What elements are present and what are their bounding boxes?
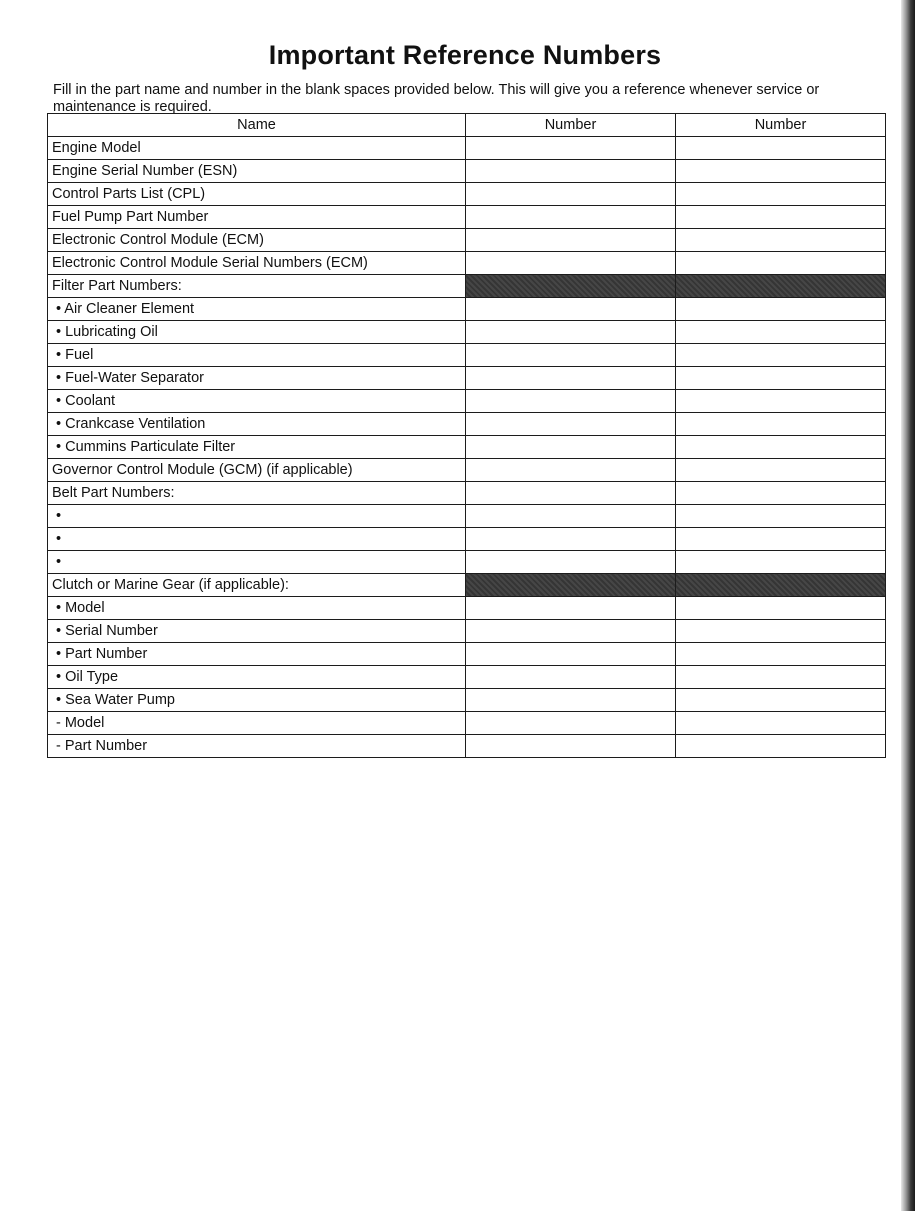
header-number-1: Number	[466, 114, 676, 137]
number-field-2[interactable]	[676, 390, 886, 413]
number-field-2[interactable]	[676, 367, 886, 390]
number-field-2[interactable]	[676, 436, 886, 459]
page-edge-shadow	[901, 0, 915, 1211]
number-field-1[interactable]	[466, 390, 676, 413]
table-row	[48, 597, 886, 620]
table-row	[48, 643, 886, 666]
table-row	[48, 275, 886, 298]
number-field-2[interactable]	[676, 643, 886, 666]
table-row	[48, 137, 886, 160]
table-row	[48, 735, 886, 758]
number-field-1[interactable]	[466, 413, 676, 436]
number-field-1[interactable]	[466, 551, 676, 574]
row-name: • Lubricating Oil	[48, 321, 466, 344]
row-name: • Sea Water Pump	[48, 689, 466, 712]
table-body	[48, 137, 886, 758]
row-name: • Part Number	[48, 643, 466, 666]
number-field-2[interactable]	[676, 183, 886, 206]
number-field-2[interactable]	[676, 482, 886, 505]
table-row	[48, 436, 886, 459]
shaded-cell	[466, 574, 676, 597]
shaded-cell	[676, 574, 886, 597]
number-field-1[interactable]	[466, 459, 676, 482]
row-name: • Fuel	[48, 344, 466, 367]
number-field-1[interactable]	[466, 643, 676, 666]
header-number-2: Number	[676, 114, 886, 137]
row-name: Clutch or Marine Gear (if applicable):	[48, 574, 466, 597]
row-name: Governor Control Module (GCM) (if applicable)	[48, 459, 466, 482]
table-row	[48, 367, 886, 390]
number-field-2[interactable]	[676, 712, 886, 735]
number-field-1[interactable]	[466, 436, 676, 459]
number-field-1[interactable]	[466, 252, 676, 275]
number-field-1[interactable]	[466, 137, 676, 160]
table-row	[48, 321, 886, 344]
number-field-1[interactable]	[466, 482, 676, 505]
number-field-2[interactable]	[676, 597, 886, 620]
number-field-2[interactable]	[676, 252, 886, 275]
table-row	[48, 459, 886, 482]
number-field-2[interactable]	[676, 344, 886, 367]
table-row	[48, 206, 886, 229]
number-field-2[interactable]	[676, 160, 886, 183]
reference-numbers-table	[47, 113, 886, 758]
table-row	[48, 505, 886, 528]
row-name: Engine Model	[48, 137, 466, 160]
number-field-1[interactable]	[466, 597, 676, 620]
row-name: • Oil Type	[48, 666, 466, 689]
row-name: • Fuel-Water Separator	[48, 367, 466, 390]
table-row	[48, 160, 886, 183]
number-field-1[interactable]	[466, 666, 676, 689]
row-name: Electronic Control Module (ECM)	[48, 229, 466, 252]
table-row	[48, 689, 886, 712]
number-field-2[interactable]	[676, 459, 886, 482]
table-row	[48, 574, 886, 597]
number-field-1[interactable]	[466, 229, 676, 252]
row-name: Fuel Pump Part Number	[48, 206, 466, 229]
row-name: • Crankcase Ventilation	[48, 413, 466, 436]
table-row	[48, 344, 886, 367]
number-field-2[interactable]	[676, 689, 886, 712]
table-row	[48, 298, 886, 321]
number-field-1[interactable]	[466, 321, 676, 344]
table-row	[48, 482, 886, 505]
number-field-1[interactable]	[466, 505, 676, 528]
number-field-2[interactable]	[676, 528, 886, 551]
number-field-1[interactable]	[466, 344, 676, 367]
row-name: •	[48, 551, 466, 574]
number-field-1[interactable]	[466, 689, 676, 712]
number-field-2[interactable]	[676, 620, 886, 643]
number-field-1[interactable]	[466, 735, 676, 758]
number-field-1[interactable]	[466, 528, 676, 551]
number-field-2[interactable]	[676, 321, 886, 344]
row-name: - Model	[48, 712, 466, 735]
row-name: Engine Serial Number (ESN)	[48, 160, 466, 183]
row-name: • Model	[48, 597, 466, 620]
row-name: Belt Part Numbers:	[48, 482, 466, 505]
row-name: •	[48, 528, 466, 551]
table-row	[48, 666, 886, 689]
number-field-2[interactable]	[676, 735, 886, 758]
row-name: Electronic Control Module Serial Numbers (ECM)	[48, 252, 466, 275]
table-row	[48, 252, 886, 275]
header-name: Name	[48, 114, 466, 137]
table-row	[48, 528, 886, 551]
number-field-1[interactable]	[466, 160, 676, 183]
row-name: • Air Cleaner Element	[48, 298, 466, 321]
table-row	[48, 413, 886, 436]
number-field-1[interactable]	[466, 298, 676, 321]
row-name: - Part Number	[48, 735, 466, 758]
page-title: Important Reference Numbers	[268, 40, 662, 71]
number-field-1[interactable]	[466, 367, 676, 390]
row-name: • Serial Number	[48, 620, 466, 643]
shaded-cell	[676, 275, 886, 298]
shaded-cell	[466, 275, 676, 298]
table-row	[48, 229, 886, 252]
table-row	[48, 183, 886, 206]
number-field-2[interactable]	[676, 666, 886, 689]
number-field-2[interactable]	[676, 551, 886, 574]
table-row	[48, 712, 886, 735]
number-field-2[interactable]	[676, 229, 886, 252]
row-name: • Coolant	[48, 390, 466, 413]
number-field-1[interactable]	[466, 620, 676, 643]
table-header-row	[48, 114, 886, 137]
table-row	[48, 390, 886, 413]
number-field-1[interactable]	[466, 712, 676, 735]
row-name: • Cummins Particulate Filter	[48, 436, 466, 459]
intro-text: Fill in the part name and number in the blank spaces provided below. This will give you a reference whenever service or maintenance is required.	[53, 81, 820, 115]
table-row	[48, 551, 886, 574]
number-field-1[interactable]	[466, 206, 676, 229]
number-field-2[interactable]	[676, 137, 886, 160]
row-name: Control Parts List (CPL)	[48, 183, 466, 206]
number-field-2[interactable]	[676, 505, 886, 528]
number-field-2[interactable]	[676, 206, 886, 229]
number-field-2[interactable]	[676, 298, 886, 321]
table-row	[48, 620, 886, 643]
number-field-1[interactable]	[466, 183, 676, 206]
number-field-2[interactable]	[676, 413, 886, 436]
row-name: Filter Part Numbers:	[48, 275, 466, 298]
row-name: •	[48, 505, 466, 528]
